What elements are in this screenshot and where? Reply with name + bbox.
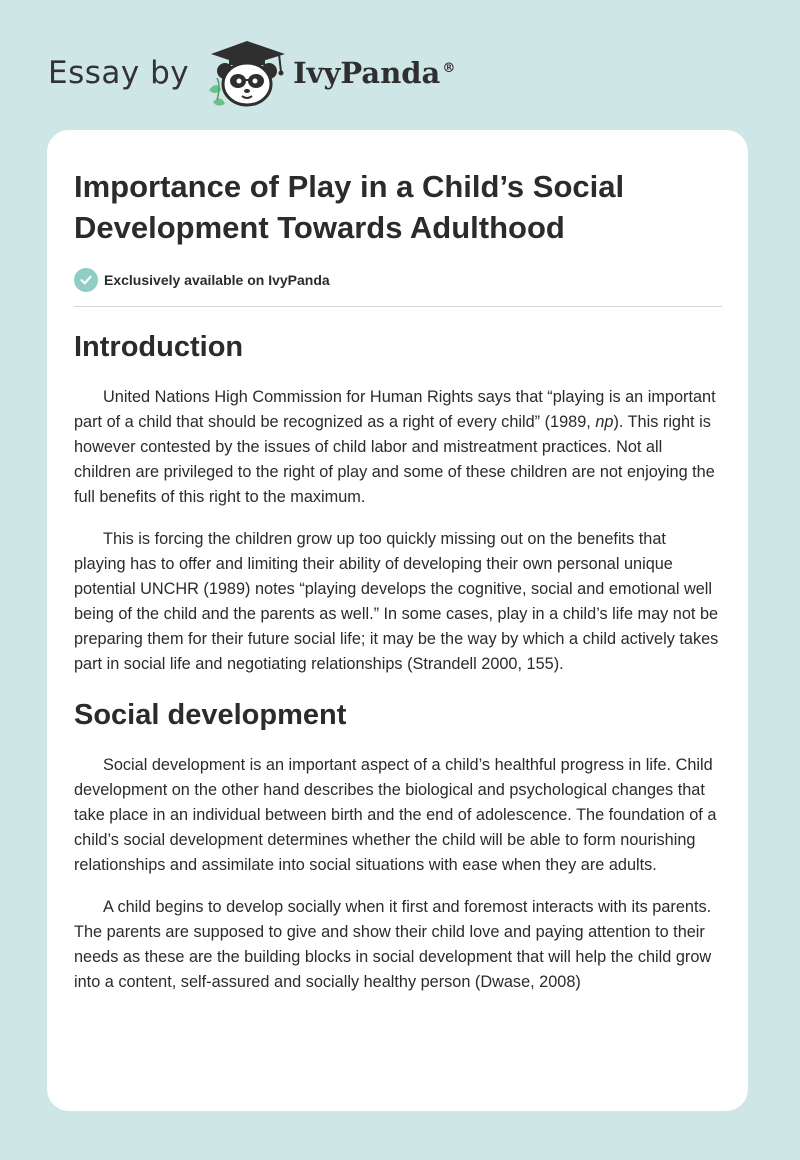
paragraph [74, 385, 722, 510]
essay-by-label: Essay by [48, 55, 190, 91]
paragraph-text: ). This right is however contested by the issues of child labor and mistreatment practices. Not all children are privileged to the right of play and some of these children are not enjoying the full benefits of this right to the maximum. [74, 413, 715, 506]
section-heading-introduction: Introduction [74, 331, 244, 363]
section-heading-social-development: Social development [74, 699, 347, 731]
registered-mark: ® [442, 61, 456, 77]
exclusive-notice [74, 268, 722, 292]
essay-title-line-1: Importance of Play in a Child’s Social [74, 169, 625, 204]
paragraph-text: United Nations High Commission for Human Rights says that “playing is an important part of a child that should be recognized as a right of every child” (1989, [74, 388, 716, 431]
brand-name[interactable] [293, 56, 455, 90]
brand-text: IvyPanda [293, 56, 441, 90]
exclusive-label: Exclusively available on IvyPanda [104, 272, 330, 288]
paragraph: This is forcing the children grow up too quickly missing out on the benefits that playing has to offer and limiting their ability of developing their own personal unique potential UNCHR (1989) notes “playing develops the cognitive, social and emotional well being of the child and the parents as well.” In some cases, play in a child’s life may not be preparing them for their future social life; it may be the way by which a child actively takes part in social life and negotiating relationships (Strandell 2000, 155). [74, 530, 719, 673]
site-header [48, 38, 455, 108]
essay-title-line-2: Development Towards Adulthood [74, 210, 565, 245]
paragraph: Social development is an important aspect of a child’s healthful progress in life. Child development on the other hand describes the biological and psychological changes that take place in an individual between birth and the end of adolescence. The foundation of a child’s social development determines whether the child will be able to form nourishing relationships and assimilate into social situations with ease when they are adults. [74, 756, 717, 874]
essay-card [47, 130, 748, 1111]
paragraph-emphasis: np [595, 413, 614, 431]
paragraph: A child begins to develop socially when it first and foremost interacts with its parents. The parents are supposed to give and show their child love and paying attention to their needs as these are the building blocks in social development that will help the child grow into a content, self-assured and socially healthy person (Dwase, 2008) [74, 898, 712, 991]
essay-title [74, 166, 722, 248]
ivypanda-logo-icon[interactable] [203, 38, 289, 108]
divider [74, 306, 722, 307]
check-icon [74, 268, 98, 292]
